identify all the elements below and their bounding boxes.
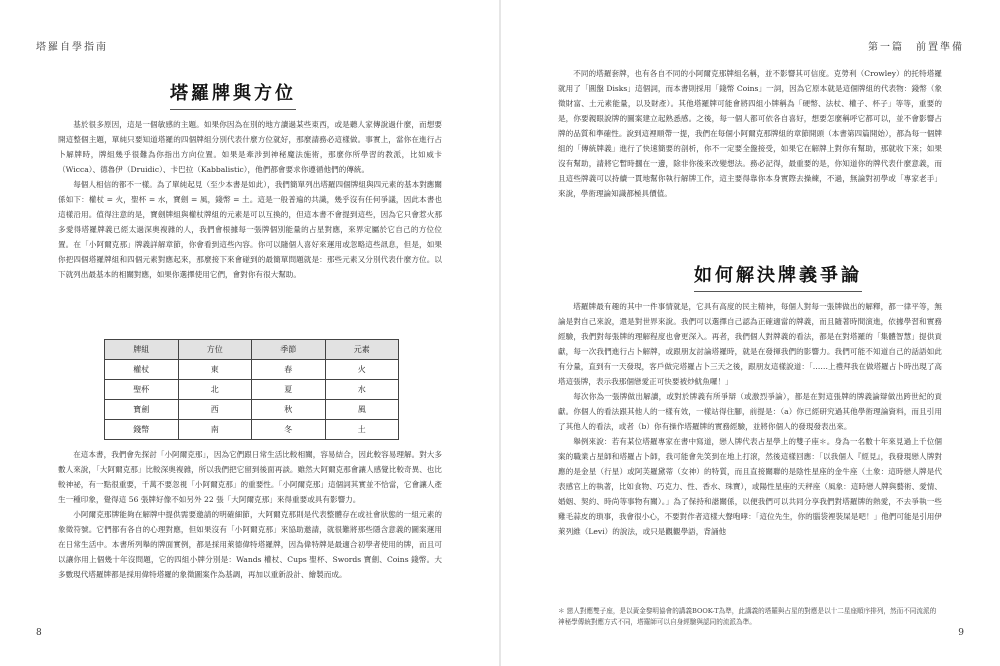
section-title-tarot-directions [166, 79, 300, 110]
page-number-left: 8 [36, 628, 42, 638]
table-row [105, 420, 399, 440]
table-cell: 錢幣 [105, 420, 179, 440]
paragraph-minor-arcana: 在這本書，我們會先探討「小阿爾克那」，因為它們跟日常生活比較相關，容易結合，因此較容易理解。對大多數人來說，「大阿爾克那」比較深奧複雜，所以我們把它留到後面再談。雖然大阿爾克那會讓人感覺比較奇異、也比較神祕，有一點很重要，千萬不要忽視「小阿爾克那」的重要性。「小阿爾克那」這個詞其實並不恰當，它會讓人產生一種印象，覺得這 56 張牌好像不如另外 22 張「大阿爾克那」來得重要或具有影響力。 [58, 450, 442, 504]
table-cell: 秋 [252, 400, 326, 420]
paragraph-intro: 基於很多原因，這是一個敏感的主題。如果你因為在別的地方讀過某些東西，或是聽人家傳說過什麼，而想要開這整個主題，單純只要知道塔羅的四個牌組分別代表什麼方位就好，那麼請務必這樣做。事實上，當你在進行占卜解牌時，牌組幾乎很難為你指出方向位置。如果是牽涉到神秘魔法施術，那麼你所學習的教派，比如威卡（Wicca）、德魯伊（Druidic）、卡巴拉（Kabbalistic），他們都會要求你遵循他們的傳統。 [58, 120, 442, 174]
section-title-text: 如何解決牌義爭論 [694, 265, 862, 286]
footnote: ＊ 戀人對應雙子座，是以黃金黎明協會的講義BOOK-T為準，此講義的塔羅與占星的對應是以十二星座順序排列，然而不同流派的神秘學傳統對應方式不同，塔羅師可以自身經驗與認同的流派為準。 [558, 607, 937, 626]
paragraph-correspondences: 每個人相信的都不一樣。為了單純起見（至少本書是如此），我們簡單列出塔羅四個牌組與四元素的基本對應關係如下：權杖 = 火，聖杯 = 水，寶劍 = 風，錢幣 = 土。這是一般普遍的共識，幾乎沒有任何爭議，因此本書也這樣沿用。值得注意的是，寶劍牌組與權杖牌組的元素是可以互換的，但這本書不會提到這些，因為它只會惹火那多愛得塔羅牌義已經太過深奧複雜的人，我們會根據每一張牌個別能量的占星對應，來界定屬於它自己的方位位置。在「小阿爾克那」牌義詳解章節，你會看到這些內容。你可以隨個人喜好來運用或忽略這些訊息，但是，如果你把四個塔羅牌組和四個元素對應起來，那麼接下來會碰到的最簡單問題就是：那些元素又分別代表什麼方位。以下就列出最基本的相關對應，如果你選擇使用它們，會對你有很大幫助。 [58, 180, 442, 279]
section-title-text: 塔羅牌與方位 [170, 83, 296, 104]
table-cell: 土 [325, 420, 399, 440]
right-page [500, 0, 1000, 666]
body-column-top [558, 66, 942, 201]
running-head-left: 塔羅自學指南 [36, 42, 108, 53]
table-cell: 聖杯 [105, 380, 179, 400]
table-cell: 寶劍 [105, 400, 179, 420]
paragraph-rider-waite: 小阿爾克那牌能夠在解牌中提供需要邀請的明確細節，大阿爾克那則是代表整體存在或社會狀態的一組元素的象徵符號。它們都有各自的心理對應，但如果沒有「小阿爾克那」來協助邀請，就很難將那些隱含意義的圖案運用在日常生活中。本書所列舉的牌面實例，都是採用萊德偉特塔羅牌，因為偉特牌是最適合初學者使用的牌，而且可以讓你用上個幾十年沒問題，它的四組小牌分別是：Wands 權杖、Cups 聖杯、Swords 寶劍、Coins 錢幣。大多數現代塔羅牌都是採用偉特塔羅的象徵圖案作為基調，再加以重新設計、繪製而成。 [58, 510, 442, 579]
body-column-bottom [58, 447, 442, 582]
table-cell: 春 [252, 360, 326, 380]
paragraph-example: 舉例來說：若有某位塔羅專家在書中寫道，戀人牌代表占星學上的雙子座＊。身為一名數十年來見過上千位個案的職業占星師和塔羅占卜師，我可能會先笑到在地上打滾，然後這樣回應：「以我個人『經見』，我發現戀人牌對應的是金星（行星）或阿芙羅黛蒂（女神）的特質，而且直接關聯的是陰性星座的金牛座（土象：這時戀人牌是代表感官上的執著，比如食物、巧克力、性、香水、珠寶），或陽性星座的天秤座（風象：這時戀人牌與藝術、愛情、婚姻、契約、時尚等事物有關）。」為了保持和諧關係，以便我們可以共同分享我們對塔羅牌的熱愛，不去爭執一些雞毛蒜皮的瑣事，我會很小心，不要對作者這樣大聲咆哮：「這位先生，你的腦袋裡裝屎是吧！」他們可能是引用伊萊列維（Levi）的說法，或只是觀觀學語，背誦他 [558, 437, 942, 536]
table-cell: 水 [325, 380, 399, 400]
running-head-right: 第一篇 前置準備 [868, 42, 964, 53]
table-cell: 權杖 [105, 360, 179, 380]
paragraph-democracy: 塔羅牌最有趣的其中一件事情就是，它具有高度的民主精神，每個人對每一張牌做出的解釋，都一律平等，無論是對自己來說，還是對世界來說。我們可以選擇自己認為正確適當的牌義，而且隨著時間演進，依據學習和實務經驗，我們對每張牌的理解程度也會更深入。再者，我們個人對牌義的看法，都是在對塔羅的「集體智慧」提供貢獻，每一次我們進行占卜解牌，或跟朋友討論塔羅時，就是在發揮我們的影響力。我們可能不知道自己的話語如此有分量，直到有一天發現，客戶做完塔羅占卜三天之後，跟朋友這樣說道：「……上禮拜我在做塔羅占卜時出現了高塔這張牌，表示我那個戀愛正可快要被炒魷魚囉！」 [558, 302, 942, 386]
body-column-top [58, 117, 442, 282]
table-header-cell: 元素 [325, 340, 399, 360]
table-cell: 風 [325, 400, 399, 420]
table-header-cell: 方位 [178, 340, 252, 360]
table-row [105, 400, 399, 420]
page-number-right: 9 [958, 628, 964, 638]
table-cell: 北 [178, 380, 252, 400]
section-title-resolving-disputes [690, 261, 866, 292]
table-header-cell: 季節 [252, 340, 326, 360]
table-cell: 夏 [252, 380, 326, 400]
table-cell: 冬 [252, 420, 326, 440]
table-cell: 南 [178, 420, 252, 440]
table-cell: 東 [178, 360, 252, 380]
table-row [105, 360, 399, 380]
title-underline [170, 109, 296, 110]
table-row [105, 380, 399, 400]
paragraph-suit-names: 不同的塔羅套牌，也有各自不同的小阿爾克那牌組名稱，並不影響其可信度。克勞利（Crowley）的托特塔羅就用了「圓盤 Disks」這個詞，而本書則採用「錢幣 Coins」一詞，因為它原本就是這個牌組的代表物：錢幣（象徵財富、土元素能量，以及財產）。其他塔羅牌可能會將四組小牌稱為「硬幣、法杖、權子、杯子」等等，重要的是，你要親眼說牌的圖案建立起熟悉感。之後，每一個人都可依各自喜好，想要怎麼稱呼它都可以，並不會影響占牌的品質和準確性。說到這裡順帶一提，我們在每個小阿爾克那牌組的章節開頭（本書第四篇開始），都為每一個牌組的「傳統牌義」進行了快速簡要的剖析，你不一定要全盤接受，如果它在解牌上對你有幫助，那就收下來；如果沒有幫助，請將它暫時擱在一邊，除非你後來改變想法。務必記得，最重要的是，你知道你的牌代表什麼意義，而且這些牌義可以持續一貫地幫你執行解牌工作，這主要得靠你本身實際去操練，不過，無論對初學或「專家老手」來說，學術理論知識都極具價值。 [558, 69, 942, 198]
table-header-row [105, 340, 399, 360]
table-header-cell: 牌組 [105, 340, 179, 360]
suit-correspondence-table [104, 339, 399, 440]
table-cell: 西 [178, 400, 252, 420]
title-underline [694, 291, 862, 292]
paragraph-contribution: 每次你為一張牌做出解讀，或對於牌義有所爭辯（或激烈爭論），都是在對這張牌的牌義論辯做出跨世紀的貢獻。你個人的看法跟其他人的一樣有效，一樣站得住腳，前提是：（a）你已經研究過其他學術理論資料，而且引用了其他人的看法，或者（b）你有操作塔羅牌的實務經驗，並將你個人的發現發表出來。 [558, 392, 942, 431]
table-cell: 火 [325, 360, 399, 380]
body-column-bottom [558, 299, 942, 539]
